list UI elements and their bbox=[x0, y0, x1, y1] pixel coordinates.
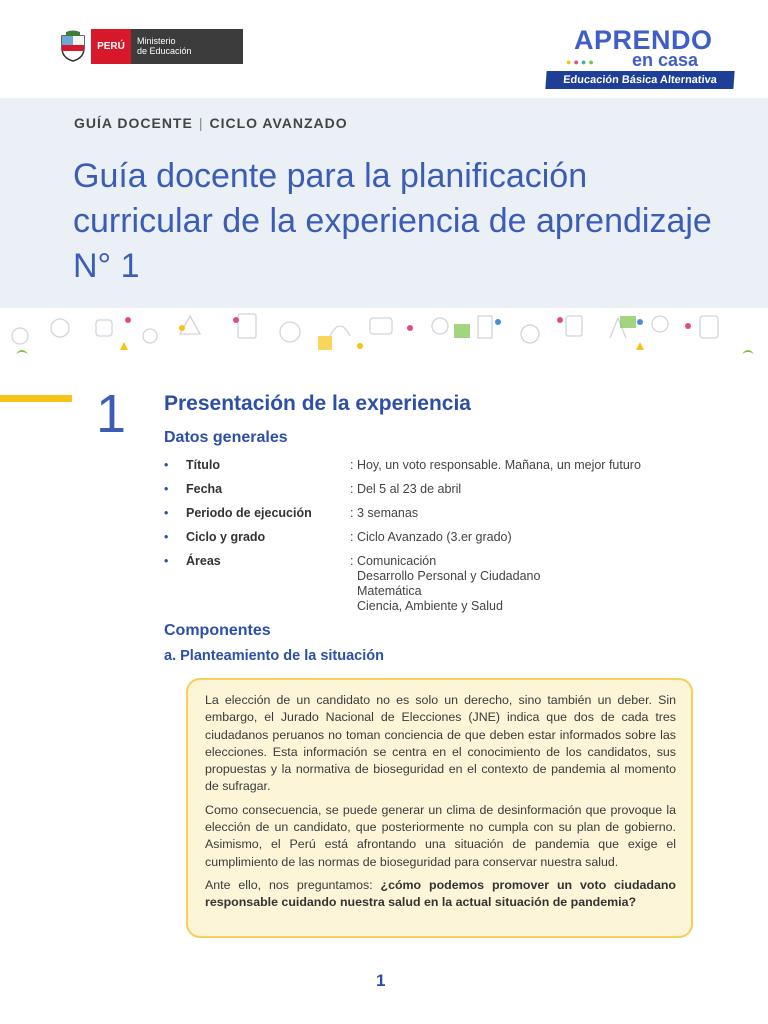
general-data-value bbox=[350, 458, 710, 473]
section-accent-line bbox=[0, 395, 72, 402]
general-data-value bbox=[350, 554, 710, 614]
general-data-label: Ciclo y grado bbox=[186, 530, 266, 544]
kicker-cycle: CICLO AVANZADO bbox=[209, 115, 348, 131]
brand-logo-sub: en casa bbox=[632, 50, 699, 70]
ministry-label bbox=[131, 29, 243, 64]
page-title: Guía docente para la planificación curricular de la experiencia de aprendizaje N° 1 bbox=[73, 157, 712, 285]
brand-logo-main: APRENDO bbox=[574, 25, 713, 55]
value-line: Matemática bbox=[357, 584, 422, 598]
kicker-guide: GUÍA DOCENTE bbox=[74, 115, 193, 131]
general-data-value bbox=[350, 482, 710, 497]
general-data-value bbox=[350, 530, 710, 545]
value-line: : Comunicación bbox=[350, 554, 437, 568]
program-banner: Educación Básica Alternativa bbox=[545, 71, 734, 89]
question-intro: Ante ello, nos preguntamos: bbox=[205, 877, 381, 892]
peru-shield-icon bbox=[58, 30, 88, 62]
section-number: 1 bbox=[96, 384, 127, 444]
bullet-icon: • bbox=[164, 482, 169, 496]
peru-flag-label: PERÚ bbox=[91, 29, 131, 64]
bullet-icon: • bbox=[164, 506, 169, 520]
general-data-value bbox=[350, 506, 710, 521]
general-data-label: Fecha bbox=[186, 482, 223, 496]
page-number: 1 bbox=[376, 971, 386, 990]
components-heading: Componentes bbox=[164, 622, 271, 639]
brand-dots-icon: ●●●● bbox=[566, 57, 596, 67]
document-kicker bbox=[74, 115, 348, 131]
value-line: : 3 semanas bbox=[350, 506, 419, 520]
situation-heading: a. Planteamiento de la situación bbox=[164, 648, 384, 664]
general-data-label: Áreas bbox=[186, 554, 221, 568]
value-line: : Del 5 al 23 de abril bbox=[350, 482, 462, 496]
kicker-separator: | bbox=[198, 115, 204, 131]
general-data-label: Título bbox=[186, 458, 221, 472]
bullet-icon: • bbox=[164, 554, 169, 568]
value-line: Ciencia, Ambiente y Salud bbox=[357, 599, 503, 613]
question-bold: ¿cómo podemos promover un voto ciudadano responsable cuidando nuestra salud en la actual situación de pandemia? bbox=[205, 877, 676, 910]
bullet-icon: • bbox=[164, 458, 169, 472]
decorative-pattern bbox=[0, 306, 768, 362]
general-data-label: Periodo de ejecución bbox=[186, 506, 312, 520]
value-line: : Ciclo Avanzado (3.er grado) bbox=[350, 530, 512, 544]
general-data-heading: Datos generales bbox=[164, 429, 288, 446]
situation-box bbox=[186, 678, 693, 938]
section-title: Presentación de la experiencia bbox=[164, 392, 471, 415]
situation-question bbox=[205, 877, 676, 912]
value-line: : Hoy, un voto responsable. Mañana, un mejor futuro bbox=[350, 458, 641, 472]
situation-paragraph: Como consecuencia, se puede generar un clima de desinformación que provoque la elección de un candidato, que posteriormente no cumpla con su plan de gobierno. Asimismo, el Perú está afrontando una situación de pandemia que exige el cumplimiento de las normas de bioseguridad para conservar nuestra salud. bbox=[205, 802, 676, 869]
ministry-line-2: de Educación bbox=[137, 46, 192, 56]
situation-paragraph: La elección de un candidato no es solo un derecho, sino también un deber. Sin embargo, el Jurado Nacional de Elecciones (JNE) indica que dos de cada tres ciudadanos peruanos no toman conciencia de que deben estar informados sobre las elecciones. Esta información se centra en el conocimiento de los candidatos, sus propuestas y la normativa de bioseguridad en el contexto de pandemia al momento de sufragar. bbox=[205, 693, 676, 794]
bullet-icon: • bbox=[164, 530, 169, 544]
value-line: Desarrollo Personal y Ciudadano bbox=[357, 569, 541, 583]
ministry-line-1: Ministerio bbox=[137, 36, 176, 46]
